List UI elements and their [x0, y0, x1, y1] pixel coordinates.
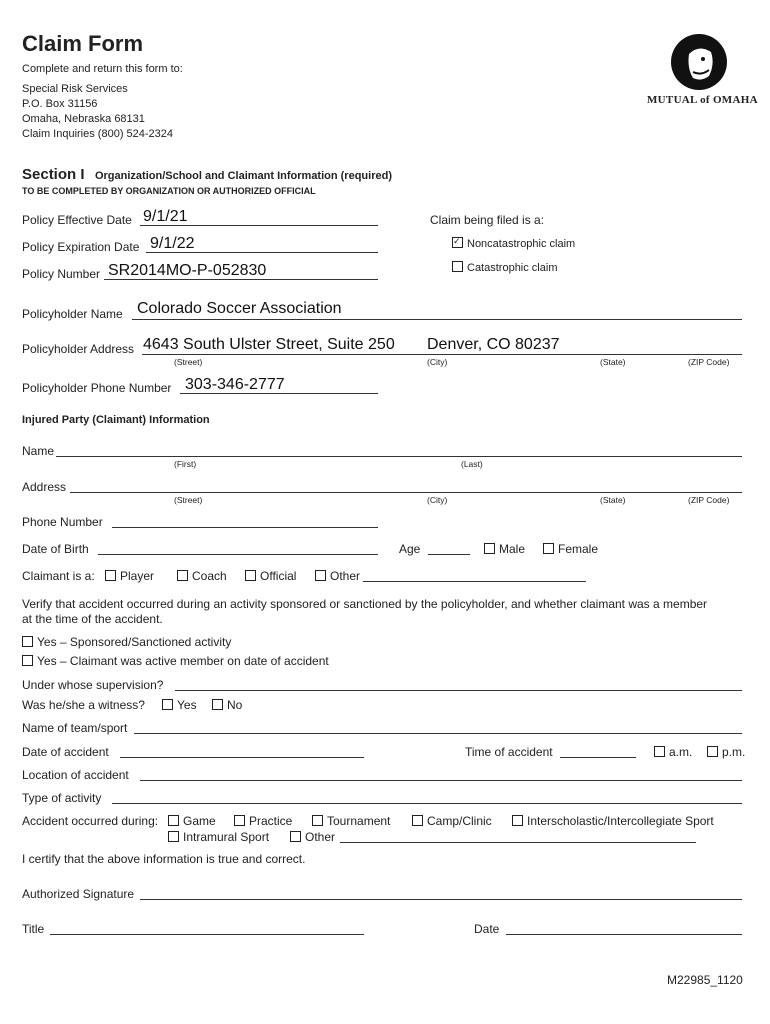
claim-type-label: Claim being filed is a: — [430, 213, 545, 227]
witness-no-checkbox[interactable] — [212, 699, 223, 710]
claimant-name-field[interactable] — [56, 456, 742, 457]
tournament-option[interactable] — [312, 814, 390, 828]
witness-yes-checkbox[interactable] — [162, 699, 173, 710]
caption-street-2: (Street) — [174, 495, 203, 505]
coach-checkbox[interactable] — [177, 570, 188, 581]
noncatastrophic-checkbox[interactable] — [452, 237, 463, 248]
camp-option[interactable] — [412, 814, 492, 828]
location-field[interactable] — [140, 780, 742, 781]
other-activity-option[interactable] — [290, 830, 335, 844]
practice-option[interactable] — [234, 814, 292, 828]
date-field[interactable] — [506, 934, 742, 935]
practice-checkbox[interactable] — [234, 815, 245, 826]
title-label: Title — [22, 922, 45, 936]
certify-text: I certify that the above information is true and correct. — [22, 852, 306, 866]
intramural-option[interactable] — [168, 830, 269, 844]
other-role-label: Other — [330, 569, 361, 583]
verify-text-1: Verify that accident occurred during an activity sponsored or sanctioned by the policyholder, and whether claimant was a member — [22, 597, 708, 611]
page-title: Claim Form — [22, 31, 144, 56]
policyholder-phone-label: Policyholder Phone Number — [22, 381, 172, 395]
catastrophic-checkbox[interactable] — [452, 261, 463, 272]
section-header — [22, 166, 392, 184]
age-label: Age — [399, 542, 421, 556]
official-label: Official — [260, 569, 297, 583]
pm-checkbox[interactable] — [707, 746, 718, 757]
policy-expiration-value: 9/1/22 — [150, 235, 195, 252]
yes-member-label: Yes – Claimant was active member on date of accident — [37, 654, 329, 668]
policyholder-address-label: Policyholder Address — [22, 342, 135, 356]
claimant-phone-field[interactable] — [112, 527, 378, 528]
caption-city-2: (City) — [427, 495, 448, 505]
policy-expiration-label: Policy Expiration Date — [22, 240, 140, 254]
supervision-label: Under whose supervision? — [22, 678, 164, 692]
logo-text: MUTUAL of OMAHA — [647, 94, 758, 106]
catastrophic-option[interactable] — [452, 261, 557, 274]
catastrophic-label: Catastrophic claim — [467, 262, 558, 274]
official-checkbox[interactable] — [245, 570, 256, 581]
female-label: Female — [558, 542, 599, 556]
supervision-field[interactable] — [175, 690, 742, 691]
yes-member-checkbox[interactable] — [22, 655, 33, 666]
lion-icon — [669, 32, 729, 92]
yes-sponsored-checkbox[interactable] — [22, 636, 33, 647]
witness-no-option[interactable] — [212, 698, 242, 712]
practice-label: Practice — [249, 814, 293, 828]
address-line-1: Special Risk Services — [22, 83, 128, 95]
activity-type-field[interactable] — [112, 803, 742, 804]
claimant-is-label: Claimant is a: — [22, 569, 95, 583]
policyholder-city-value: Denver, CO 80237 — [427, 336, 560, 353]
caption-last: (Last) — [461, 459, 483, 469]
game-label: Game — [183, 814, 216, 828]
activity-type-label: Type of activity — [22, 791, 102, 805]
section-subtitle: TO BE COMPLETED BY ORGANIZATION OR AUTHORIZED OFFICIAL — [22, 186, 316, 196]
tournament-label: Tournament — [327, 814, 391, 828]
female-option[interactable] — [543, 542, 598, 556]
interscholastic-checkbox[interactable] — [512, 815, 523, 826]
policy-number-value: SR2014MO-P-052830 — [108, 262, 267, 279]
yes-member-option[interactable] — [22, 654, 329, 668]
am-checkbox[interactable] — [654, 746, 665, 757]
dob-field[interactable] — [98, 554, 378, 555]
form-code: M22985_1120 — [667, 973, 743, 987]
signature-label: Authorized Signature — [22, 887, 135, 901]
intramural-label: Intramural Sport — [183, 830, 270, 844]
claim-inquiries: Claim Inquiries (800) 524-2324 — [22, 128, 174, 140]
yes-sponsored-option[interactable] — [22, 635, 231, 649]
verify-text-2: at the time of the accident. — [22, 612, 163, 626]
pm-label: p.m. — [722, 745, 746, 759]
camp-label: Camp/Clinic — [427, 814, 492, 828]
game-checkbox[interactable] — [168, 815, 179, 826]
caption-state: (State) — [600, 357, 626, 367]
claimant-phone-label: Phone Number — [22, 515, 103, 529]
claimant-address-field[interactable] — [70, 492, 742, 493]
noncatastrophic-option[interactable] — [452, 237, 575, 250]
interscholastic-label: Interscholastic/Intercollegiate Sport — [527, 814, 714, 828]
pm-option[interactable] — [707, 745, 745, 759]
player-label: Player — [120, 569, 155, 583]
date-label: Date — [474, 922, 500, 936]
female-checkbox[interactable] — [543, 543, 554, 554]
address-line-2: P.O. Box 31156 — [22, 98, 98, 110]
claimant-name-label: Name — [22, 444, 55, 458]
caption-first: (First) — [174, 459, 197, 469]
other-activity-checkbox[interactable] — [290, 831, 301, 842]
caption-street: (Street) — [174, 357, 203, 367]
date-accident-field[interactable] — [120, 757, 364, 758]
am-option[interactable] — [654, 745, 692, 759]
policyholder-name-label: Policyholder Name — [22, 307, 123, 321]
time-accident-label: Time of accident — [465, 745, 553, 759]
signature-field[interactable] — [140, 899, 742, 900]
policyholder-address-field[interactable] — [142, 354, 742, 355]
location-label: Location of accident — [22, 768, 129, 782]
team-field[interactable] — [134, 733, 742, 734]
yes-sponsored-label: Yes – Sponsored/Sanctioned activity — [37, 635, 232, 649]
caption-zip: (ZIP Code) — [688, 357, 730, 367]
intro-text: Complete and return this form to: — [22, 63, 183, 75]
claimant-address-label: Address — [22, 480, 67, 494]
dob-label: Date of Birth — [22, 542, 89, 556]
camp-checkbox[interactable] — [412, 815, 423, 826]
injured-heading: Injured Party (Claimant) Information — [22, 414, 210, 426]
male-checkbox[interactable] — [484, 543, 495, 554]
am-label: a.m. — [669, 745, 693, 759]
caption-city: (City) — [427, 357, 448, 367]
intramural-checkbox[interactable] — [168, 831, 179, 842]
occurred-during-label: Accident occurred during: — [22, 814, 159, 828]
noncatastrophic-label: Noncatastrophic claim — [467, 238, 576, 250]
interscholastic-option[interactable] — [512, 814, 714, 828]
title-field[interactable] — [50, 934, 364, 935]
caption-state-2: (State) — [600, 495, 626, 505]
player-option[interactable] — [105, 569, 154, 583]
section-number: Section I — [22, 166, 85, 183]
policyholder-street-value: 4643 South Ulster Street, Suite 250 — [143, 336, 395, 353]
policyholder-phone-value: 303-346-2777 — [185, 376, 285, 393]
official-option[interactable] — [245, 569, 296, 583]
other-role-option[interactable] — [315, 569, 360, 583]
witness-yes-option[interactable] — [162, 698, 197, 712]
age-field[interactable] — [428, 554, 470, 555]
policyholder-name-value: Colorado Soccer Association — [137, 300, 342, 317]
policy-effective-label: Policy Effective Date — [22, 213, 132, 227]
player-checkbox[interactable] — [105, 570, 116, 581]
caption-zip-2: (ZIP Code) — [688, 495, 730, 505]
policyholder-name-field[interactable] — [132, 319, 742, 320]
tournament-checkbox[interactable] — [312, 815, 323, 826]
male-label: Male — [499, 542, 526, 556]
witness-yes-label: Yes — [177, 698, 197, 712]
policy-effective-value: 9/1/21 — [143, 208, 188, 225]
coach-option[interactable] — [177, 569, 227, 583]
witness-label: Was he/she a witness? — [22, 698, 145, 712]
section-title: Organization/School and Claimant Information (required) — [94, 170, 392, 182]
witness-no-label: No — [227, 698, 243, 712]
policy-number-label: Policy Number — [22, 267, 101, 281]
address-line-3: Omaha, Nebraska 68131 — [22, 113, 145, 125]
other-role-checkbox[interactable] — [315, 570, 326, 581]
mutual-of-omaha-logo — [645, 32, 758, 112]
other-activity-label: Other — [305, 830, 336, 844]
other-activity-field[interactable] — [340, 842, 696, 843]
team-label: Name of team/sport — [22, 721, 128, 735]
male-option[interactable] — [484, 542, 525, 556]
time-accident-field[interactable] — [560, 757, 636, 758]
date-accident-label: Date of accident — [22, 745, 109, 759]
coach-label: Coach — [192, 569, 227, 583]
game-option[interactable] — [168, 814, 216, 828]
other-role-field[interactable] — [363, 581, 586, 582]
